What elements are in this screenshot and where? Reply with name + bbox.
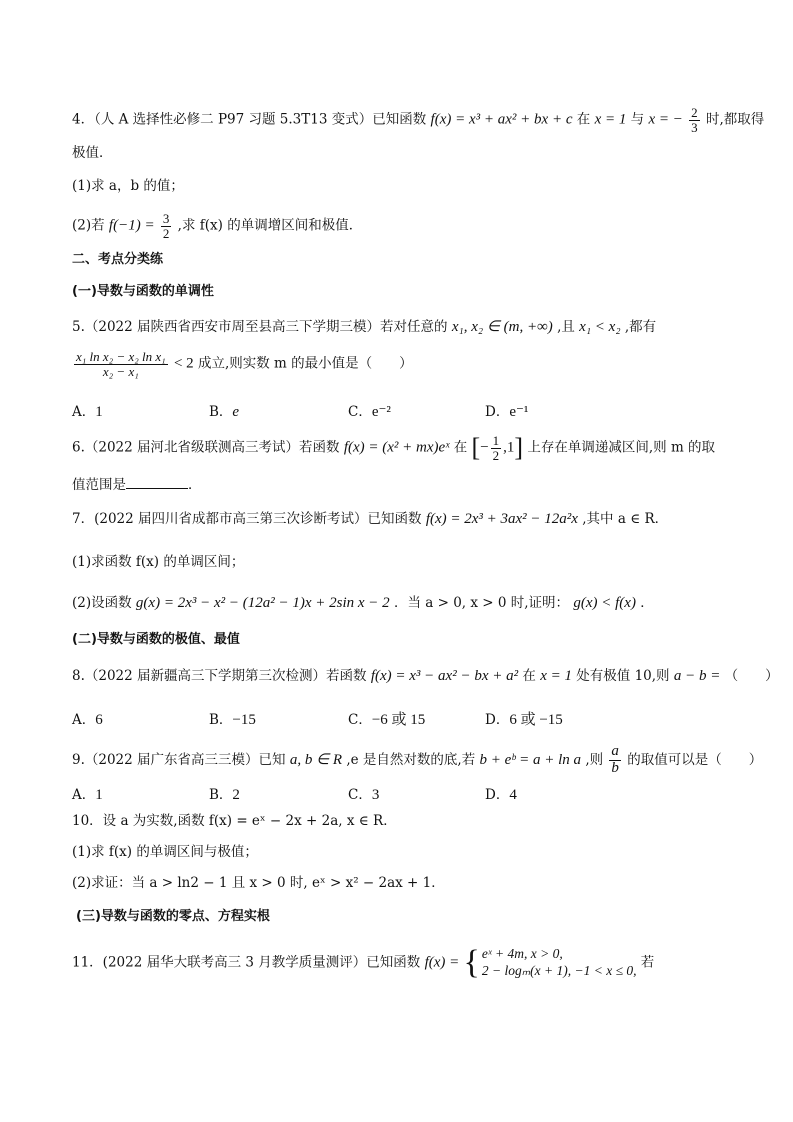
q4-c1: x = 1: [594, 111, 627, 128]
q8-option-c[interactable]: [348, 708, 425, 729]
q7-line1: [72, 512, 668, 527]
q5-tail2: 成立,则实数 m 的最小值是（ ）: [197, 355, 413, 372]
q10-part2: (2)求证：当 a > ln2 − 1 且 x > 0 时, eˣ > x² − 2ax + 1．: [72, 875, 445, 891]
q6-frac-num: 1: [492, 433, 500, 448]
option-label: A．: [72, 404, 96, 420]
q6-func: f(x) = (x² + mx)eˣ: [343, 439, 450, 456]
q8-tail: 处有极值 10,则: [576, 668, 670, 684]
q5-frac-num: x₁ ln x₂ − x₂ ln x₁: [76, 349, 166, 364]
q4-fraction: [689, 106, 700, 134]
q9-set: a, b ∈ R: [289, 751, 343, 768]
q5-option-b[interactable]: [209, 400, 239, 421]
q4-tail: 时,都取得: [705, 111, 765, 128]
option-label: B．: [209, 404, 233, 420]
q5-set: x₁, x₂ ∈ (m, +∞): [451, 319, 553, 335]
option-label: C．: [348, 404, 372, 420]
option-label: B．: [209, 712, 233, 728]
option-value: e⁻¹: [509, 404, 529, 420]
option-label: C．: [348, 712, 372, 728]
q5-lead: 5.（2022 届陕西省西安市周至县高三下学期三模）若对任意的: [72, 319, 448, 335]
q9-option-a[interactable]: [72, 783, 103, 804]
option-label: C．: [348, 787, 372, 803]
q6-line2: [72, 476, 202, 493]
q7-lead: 7．(2022 届四川省成都市高三第三次诊断考试）已知函数: [72, 511, 422, 527]
q8-ab: a − b =: [673, 668, 721, 684]
q4-part1: (1)求 a，b 的值；: [72, 178, 184, 194]
q5-option-a[interactable]: [72, 400, 103, 421]
q11-func: f(x) =: [424, 954, 460, 971]
q7-part2: [72, 596, 654, 611]
q8-mid: 在: [522, 668, 536, 684]
q7-p2b: ．当 a > 0, x > 0 时,证明：: [393, 595, 570, 611]
q11-case1: eˣ + 4m, x > 0,: [481, 946, 563, 962]
q5-fraction: [74, 350, 168, 378]
option-value: 3: [371, 787, 380, 803]
subsection-2: (二)导数与函数的极值、最值: [72, 632, 240, 647]
q8-option-a[interactable]: [72, 708, 103, 729]
option-value: 4: [509, 787, 517, 803]
q9-option-b[interactable]: [209, 783, 240, 804]
q9-option-d[interactable]: [485, 783, 517, 804]
q9-frac-num: a: [611, 743, 619, 759]
q8-func: f(x) = x³ − ax² − bx + a²: [370, 668, 519, 684]
q6-lead: 6.（2022 届河北省级联测高三考试）若函数: [72, 439, 340, 456]
q4-part2: [72, 212, 362, 240]
option-value: e⁻²: [371, 404, 391, 420]
q10-part1: (1)求 f(x) 的单调区间与极值；: [72, 844, 258, 860]
q8-end: （ ）: [724, 668, 779, 684]
q6-mid: 在: [453, 439, 468, 456]
q4-p2a: (2)若: [72, 217, 105, 234]
q4-frac-num: 2: [691, 105, 698, 120]
q4-p2b: ,求 f(x) 的单调增区间和极值．: [177, 217, 363, 234]
q8-option-d[interactable]: [485, 708, 563, 729]
q6-end: ．: [188, 477, 202, 493]
q5-option-d[interactable]: [485, 400, 528, 421]
q4-p2-frac-den: 2: [162, 225, 170, 241]
q9-option-c[interactable]: [348, 783, 379, 804]
q7-p2c: g(x) < f(x): [573, 595, 636, 611]
q5-cond: x₁ < x₂: [579, 319, 621, 335]
q5-tail: ,都有: [624, 319, 657, 335]
brace-icon: {: [463, 944, 480, 981]
option-value: 1: [95, 404, 103, 420]
option-label: D．: [485, 787, 510, 803]
q9-mid: ,e 是自然对数的底,若: [346, 751, 476, 768]
q6-tail: 上存在单调递减区间,则 m 的取: [527, 439, 716, 456]
q7-p2d: ．: [640, 595, 654, 611]
q7-p2f: g(x) = 2x³ − x² − (12a² − 1)x + 2sin x − 2: [135, 595, 390, 611]
q8-option-b[interactable]: [209, 708, 256, 729]
option-value: 6: [95, 712, 103, 728]
q4-p2f: f(−1) =: [108, 217, 155, 234]
q4-line2: 极值．: [72, 145, 113, 161]
q6-frac-den: 2: [492, 447, 500, 463]
q8-lead: 8.（2022 届新疆高三下学期第三次检测）若函数: [72, 668, 367, 684]
q4-lead: 4．（人 A 选择性必修二 P97 习题 5.3T13 变式）已知函数: [72, 111, 427, 128]
q6-line2-text: 值范围是: [72, 477, 126, 493]
q6-bracket-close: ]: [514, 433, 524, 463]
q5-line1: [72, 320, 656, 335]
option-label: B．: [209, 787, 233, 803]
option-value: 1: [95, 787, 103, 803]
q5-frac-den: x₂ − x₁: [102, 363, 139, 379]
q7-p2a: (2)设函数: [72, 595, 132, 611]
q7-tail: ,其中 a ∈ R．: [582, 511, 669, 527]
q11-piecewise: [464, 946, 637, 980]
q8-line1: [72, 669, 779, 684]
q9-line1: [72, 744, 762, 777]
q5-line2: [72, 350, 413, 378]
q4-p2-frac-num: 3: [162, 211, 170, 226]
q11-cases: [482, 946, 637, 980]
q5-mid: ,且: [557, 319, 575, 335]
q4-func: f(x) = x³ + ax² + bx + c: [430, 111, 573, 128]
q9-eq: b + eᵇ = a + ln a: [479, 751, 582, 768]
q9-lead: 9.（2022 届广东省高三三模）已知: [72, 751, 286, 768]
q9-tail2: 的取值可以是（ ）: [627, 751, 763, 768]
q7-part1: (1)求函数 f(x) 的单调区间；: [72, 554, 245, 570]
q11-line1: [72, 946, 654, 980]
option-label: D．: [485, 404, 510, 420]
q4-p2-fraction: [161, 212, 172, 240]
answer-blank[interactable]: [126, 476, 188, 489]
q6-int-a: −: [480, 439, 489, 456]
q11-case2: 2 − logₘ(x + 1), −1 < x ≤ 0,: [481, 963, 637, 978]
option-value: 2: [232, 787, 240, 803]
q6-fraction: [491, 434, 502, 462]
option-label: A．: [72, 787, 96, 803]
option-label: A．: [72, 712, 96, 728]
option-value: 6 或 −15: [509, 712, 563, 728]
q4-c2: x = −: [648, 111, 683, 128]
option-label: D．: [485, 712, 510, 728]
q4-mid1: 在: [576, 111, 591, 128]
q9-frac-den: b: [611, 759, 619, 776]
q6-int-b: ,1: [503, 439, 515, 456]
q6-line1: [72, 434, 715, 462]
option-value: −15: [232, 712, 256, 728]
q4-line1: [72, 106, 764, 134]
q8-c: x = 1: [540, 668, 572, 684]
q4-frac-den: 3: [691, 119, 698, 135]
q4-mid2: 与: [630, 111, 645, 128]
section-title: 二、考点分类练: [72, 252, 164, 267]
q10-line1: 10．设 a 为实数,函数 f(x) = eˣ − 2x + 2a, x ∈ R．: [72, 813, 397, 829]
subsection-1: (一)导数与函数的单调性: [72, 284, 214, 299]
q5-ineq: < 2: [173, 355, 194, 372]
q11-lead: 11．(2022 届华大联考高三 3 月教学质量测评）已知函数: [72, 954, 421, 971]
subsection-3: (三)导数与函数的零点、方程实根: [76, 909, 270, 924]
q6-bracket-open: [: [471, 433, 481, 463]
option-value: −6 或 15: [371, 712, 426, 728]
q11-tail: 若: [640, 954, 655, 971]
option-value: e: [232, 404, 240, 420]
q9-fraction: [609, 744, 621, 777]
q7-func: f(x) = 2x³ + 3ax² − 12a²x: [425, 511, 578, 527]
q5-option-c[interactable]: [348, 400, 391, 421]
q9-tail: ,则: [585, 751, 604, 768]
